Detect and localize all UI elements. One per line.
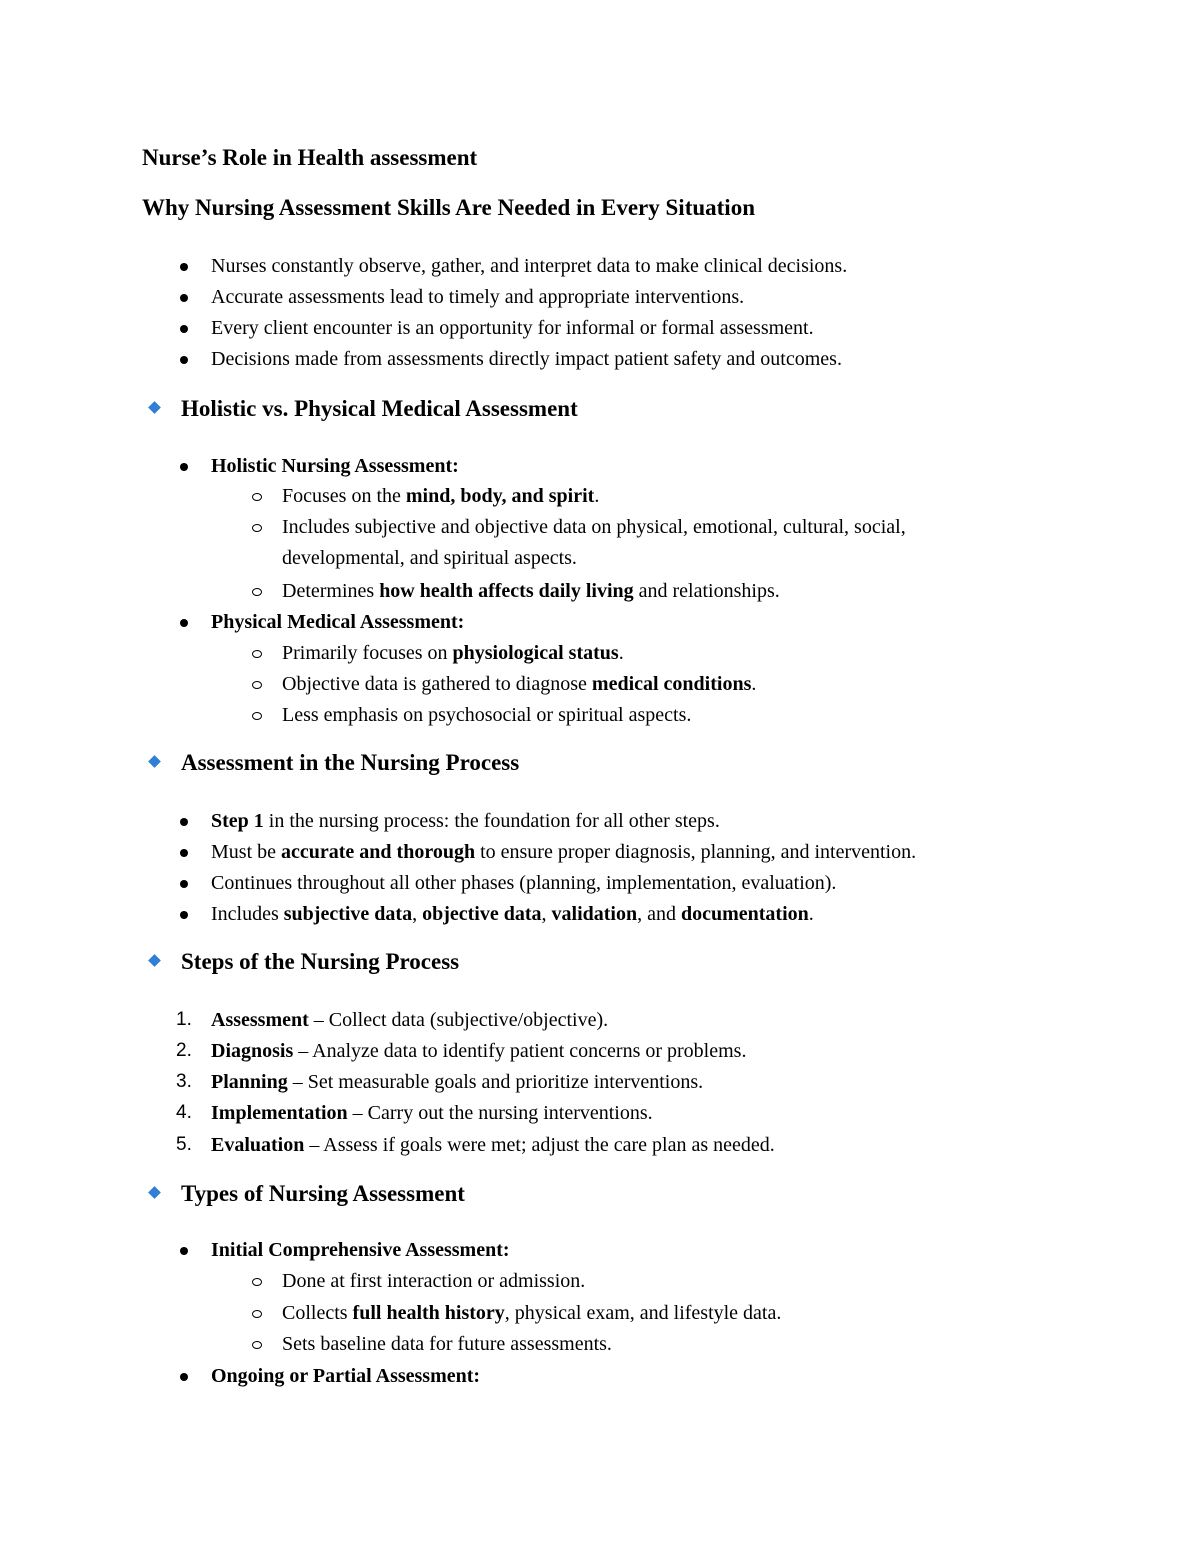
sub-list-item-continuation: developmental, and spiritual aspects. [282,547,577,569]
sub-list-item: Determines how health affects daily living and relationships. [282,577,780,605]
list-item: Holistic Nursing Assessment: [211,452,459,480]
section-subtitle: Why Nursing Assessment Skills Are Needed in Every Situation [142,195,755,220]
list-item: Ongoing or Partial Assessment: [211,1362,480,1390]
bullet-dot-icon [180,849,188,857]
bullet-dot-icon [180,818,188,826]
diamond-bullet-icon [148,1186,161,1199]
list-item: Includes subjective data, objective data, validation, and documentation. [211,900,814,928]
bullet-dot-icon [180,1373,188,1381]
bullet-circle-icon [252,524,262,532]
document-page: Nurse’s Role in Health assessment Why Nursing Assessment Skills Are Needed in Every Situation Nurses constantly observe, gather, and interpret data to make clinical decisions. Accurate assessments lead to timely and appropriate interventions. Every client encounter is an opportunity for informal or formal assessment. Decisions made from assessments directly impact patient safety and outcomes. Holistic vs. Physical Medical Assessment Holistic Nursing Assessment: Focuses on the mind, body, and spirit. Includes subjective and objective data on physical, emotional, cultural, social, developmental, and spiritual aspects. Determines how health affects daily living and relationships. Physical Medical Assessment: Primarily focuses on physiological status. Objective data is gathered to diagnose medical conditions. Less emphasis on psychosocial or spiritual aspects. Assessment in the Nursing Process Step 1 in the nursing process: the foundation for all other steps. Must be accurate and thorough to ensure proper diagnosis, planning, and intervention. Continues throughout all other phases (planning, implementation, evaluation). Includes subjective data, objective data, validation, and documentation. Steps of the Nursing Process 1. Assessment – Collect data (subjective/objective). 2. Diagnosis – Analyze data to identify patient concerns or problems. 3. Planning – Set measurable goals and prioritize interventions. 4. Implementation – Carry out the nursing interventions. 5. Evaluation – Assess if goals were met; adjust the care plan as needed. Types of Nursing Assessment Initial Comprehensive Assessment: Done at first interaction or admission. Collects full health history, physical exam, and lifestyle data. Sets baseline data for future assessments. Ongoing or Partial Assessment: [0,0,1200,1553]
diamond-bullet-icon [148,401,161,414]
list-item: Accurate assessments lead to timely and appropriate interventions. [211,283,744,311]
sub-list-item: Includes subjective and objective data on physical, emotional, cultural, social, [282,513,906,541]
diamond-bullet-icon [148,755,161,768]
list-item: Nurses constantly observe, gather, and interpret data to make clinical decisions. [211,252,847,280]
numbered-item: 1. Assessment – Collect data (subjective/objective). [176,1009,609,1031]
bullet-dot-icon [180,325,188,333]
sub-list-item: Done at first interaction or admission. [282,1267,585,1295]
page-title: Nurse’s Role in Health assessment [142,145,478,170]
bullet-circle-icon [252,1278,262,1286]
numbered-item: 3. Planning – Set measurable goals and prioritize interventions. [176,1071,704,1093]
bullet-circle-icon [252,681,262,689]
list-item: Must be accurate and thorough to ensure proper diagnosis, planning, and intervention. [211,838,916,866]
list-item: Initial Comprehensive Assessment: [211,1236,510,1264]
bullet-circle-icon [252,1310,262,1318]
numbered-item: 5. Evaluation – Assess if goals were met; adjust the care plan as needed. [176,1134,775,1156]
list-item: Step 1 in the nursing process: the foundation for all other steps. [211,807,720,835]
list-item: Continues throughout all other phases (planning, implementation, evaluation). [211,869,836,897]
sub-list-item: Less emphasis on psychosocial or spiritual aspects. [282,701,691,729]
numbered-item: 2. Diagnosis – Analyze data to identify patient concerns or problems. [176,1040,747,1062]
bullet-circle-icon [252,493,262,501]
bullet-dot-icon [180,911,188,919]
bullet-dot-icon [180,356,188,364]
bullet-circle-icon [252,650,262,658]
bullet-dot-icon [180,619,188,627]
list-item: Every client encounter is an opportunity for informal or formal assessment. [211,314,814,342]
list-item: Decisions made from assessments directly impact patient safety and outcomes. [211,345,842,373]
numbered-item: 4. Implementation – Carry out the nursing interventions. [176,1102,653,1124]
sub-list-item: Collects full health history, physical exam, and lifestyle data. [282,1299,781,1327]
sub-list-item: Focuses on the mind, body, and spirit. [282,482,599,510]
bullet-dot-icon [180,880,188,888]
bullet-dot-icon [180,1247,188,1255]
bullet-circle-icon [252,1341,262,1349]
diamond-bullet-icon [148,954,161,967]
bullet-dot-icon [180,463,188,471]
bullet-dot-icon [180,263,188,271]
bullet-circle-icon [252,712,262,720]
sub-list-item: Objective data is gathered to diagnose medical conditions. [282,670,756,698]
sub-list-item: Primarily focuses on physiological status. [282,639,624,667]
list-item: Physical Medical Assessment: [211,608,464,636]
bullet-circle-icon [252,588,262,596]
sub-list-item: Sets baseline data for future assessments. [282,1330,612,1358]
bullet-dot-icon [180,294,188,302]
